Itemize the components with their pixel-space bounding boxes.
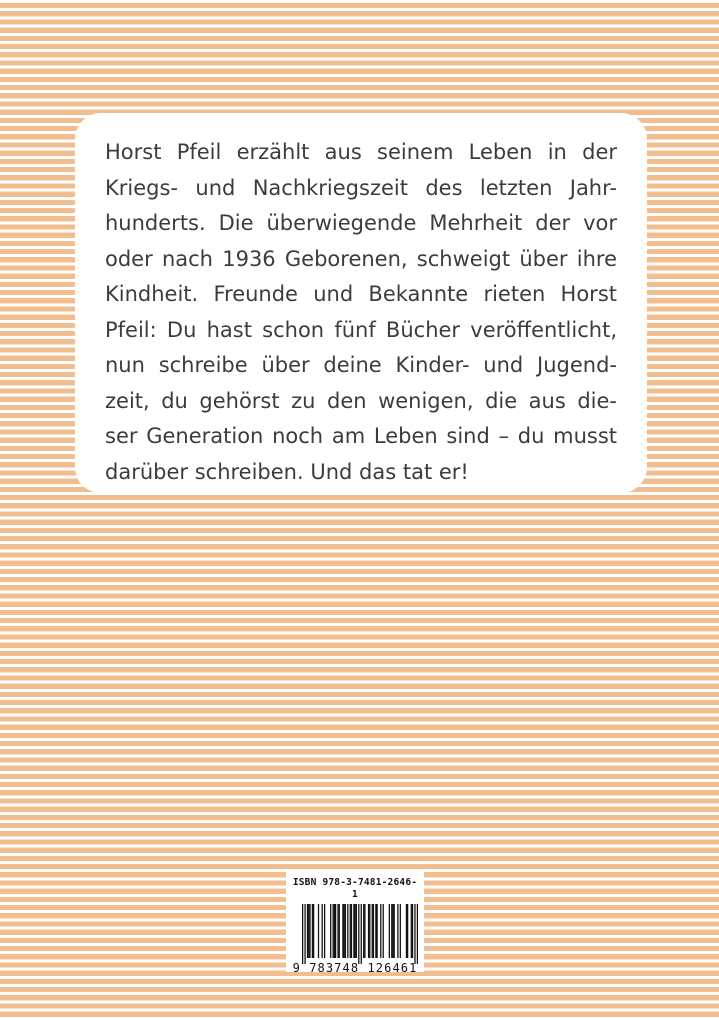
blurb-text-box — [75, 113, 647, 493]
barcode-bar — [342, 904, 343, 958]
barcode-bar — [353, 904, 354, 958]
barcode-bar — [307, 904, 308, 958]
barcode-bar — [318, 904, 319, 958]
barcode-bar — [406, 904, 407, 958]
barcode-bar — [383, 904, 384, 958]
barcode-bar — [356, 904, 357, 958]
barcode-bars — [292, 904, 418, 964]
barcode-bar — [411, 904, 412, 958]
blurb-line: Kindheit. Freunde und Bekannte rieten Horst — [105, 282, 617, 306]
blurb-line: nun schreibe über deine Kinder- und Jugend- — [105, 353, 617, 377]
barcode-bar — [376, 904, 377, 958]
barcode-bar — [330, 904, 331, 958]
barcode-bar — [334, 904, 335, 958]
blurb-line: zeit, du gehörst zu den wenigen, die aus die- — [105, 388, 617, 413]
blurb-line: Pfeil: Du hast schon fünf Bücher veröffentlicht, — [105, 317, 617, 342]
barcode-bar — [313, 904, 314, 958]
ean-digits: 9 783748 126461 — [292, 961, 418, 975]
barcode-bar — [368, 904, 369, 958]
barcode-bar — [407, 904, 408, 958]
barcode-bar — [363, 904, 364, 958]
barcode-bar — [358, 904, 359, 964]
barcode-bar — [335, 904, 336, 958]
isbn-barcode — [286, 872, 424, 975]
barcode-bar — [355, 904, 356, 958]
blurb-line: ser Generation noch am Leben sind – du musst — [105, 424, 617, 448]
barcode-bar — [392, 904, 393, 958]
barcode-bar — [351, 904, 352, 958]
barcode-bar — [375, 904, 376, 958]
barcode-bar — [304, 904, 305, 964]
blurb-line: hunderts. Die überwiegende Mehrheit der vor — [105, 211, 617, 235]
barcode-bar — [347, 904, 348, 958]
barcode-bar — [389, 904, 390, 958]
barcode-bar — [400, 904, 401, 958]
blurb-line: darüber schreiben. Und das tat er! — [105, 459, 469, 484]
blurb-line: oder nach 1936 Geborenen, schweigt über ihre — [105, 246, 617, 271]
barcode-bar — [308, 904, 309, 958]
barcode-bar — [369, 904, 370, 958]
barcode-bar — [337, 904, 338, 958]
barcode-bar — [333, 904, 334, 958]
barcode-bar — [414, 904, 415, 964]
barcode-bar — [394, 904, 395, 958]
barcode-bar — [364, 904, 365, 958]
barcode-bar — [412, 904, 413, 958]
barcode-bar — [372, 904, 373, 958]
barcode-bar — [344, 904, 345, 958]
barcode-bar — [373, 904, 374, 958]
barcode-bar — [391, 904, 392, 958]
barcode-bar — [339, 904, 340, 958]
barcode-bar — [302, 904, 303, 964]
barcode-bar — [309, 904, 310, 958]
barcode-bar — [324, 904, 325, 958]
barcode-bar — [380, 904, 381, 958]
blurb-line: Horst Pfeil erzählt aus seinem Leben in der — [105, 140, 617, 164]
barcode-bar — [312, 904, 313, 958]
barcode-bar — [397, 904, 398, 958]
blurb-line: Kriegs- und Nachkriegszeit des letzten Jahr- — [105, 175, 617, 200]
barcode-bar — [361, 904, 362, 964]
barcode-bar — [322, 904, 323, 958]
barcode-bar — [350, 904, 351, 958]
isbn-label: ISBN 978-3-7481-2646-1 — [292, 877, 418, 900]
barcode-bar — [345, 904, 346, 958]
barcode-bar — [417, 904, 418, 964]
